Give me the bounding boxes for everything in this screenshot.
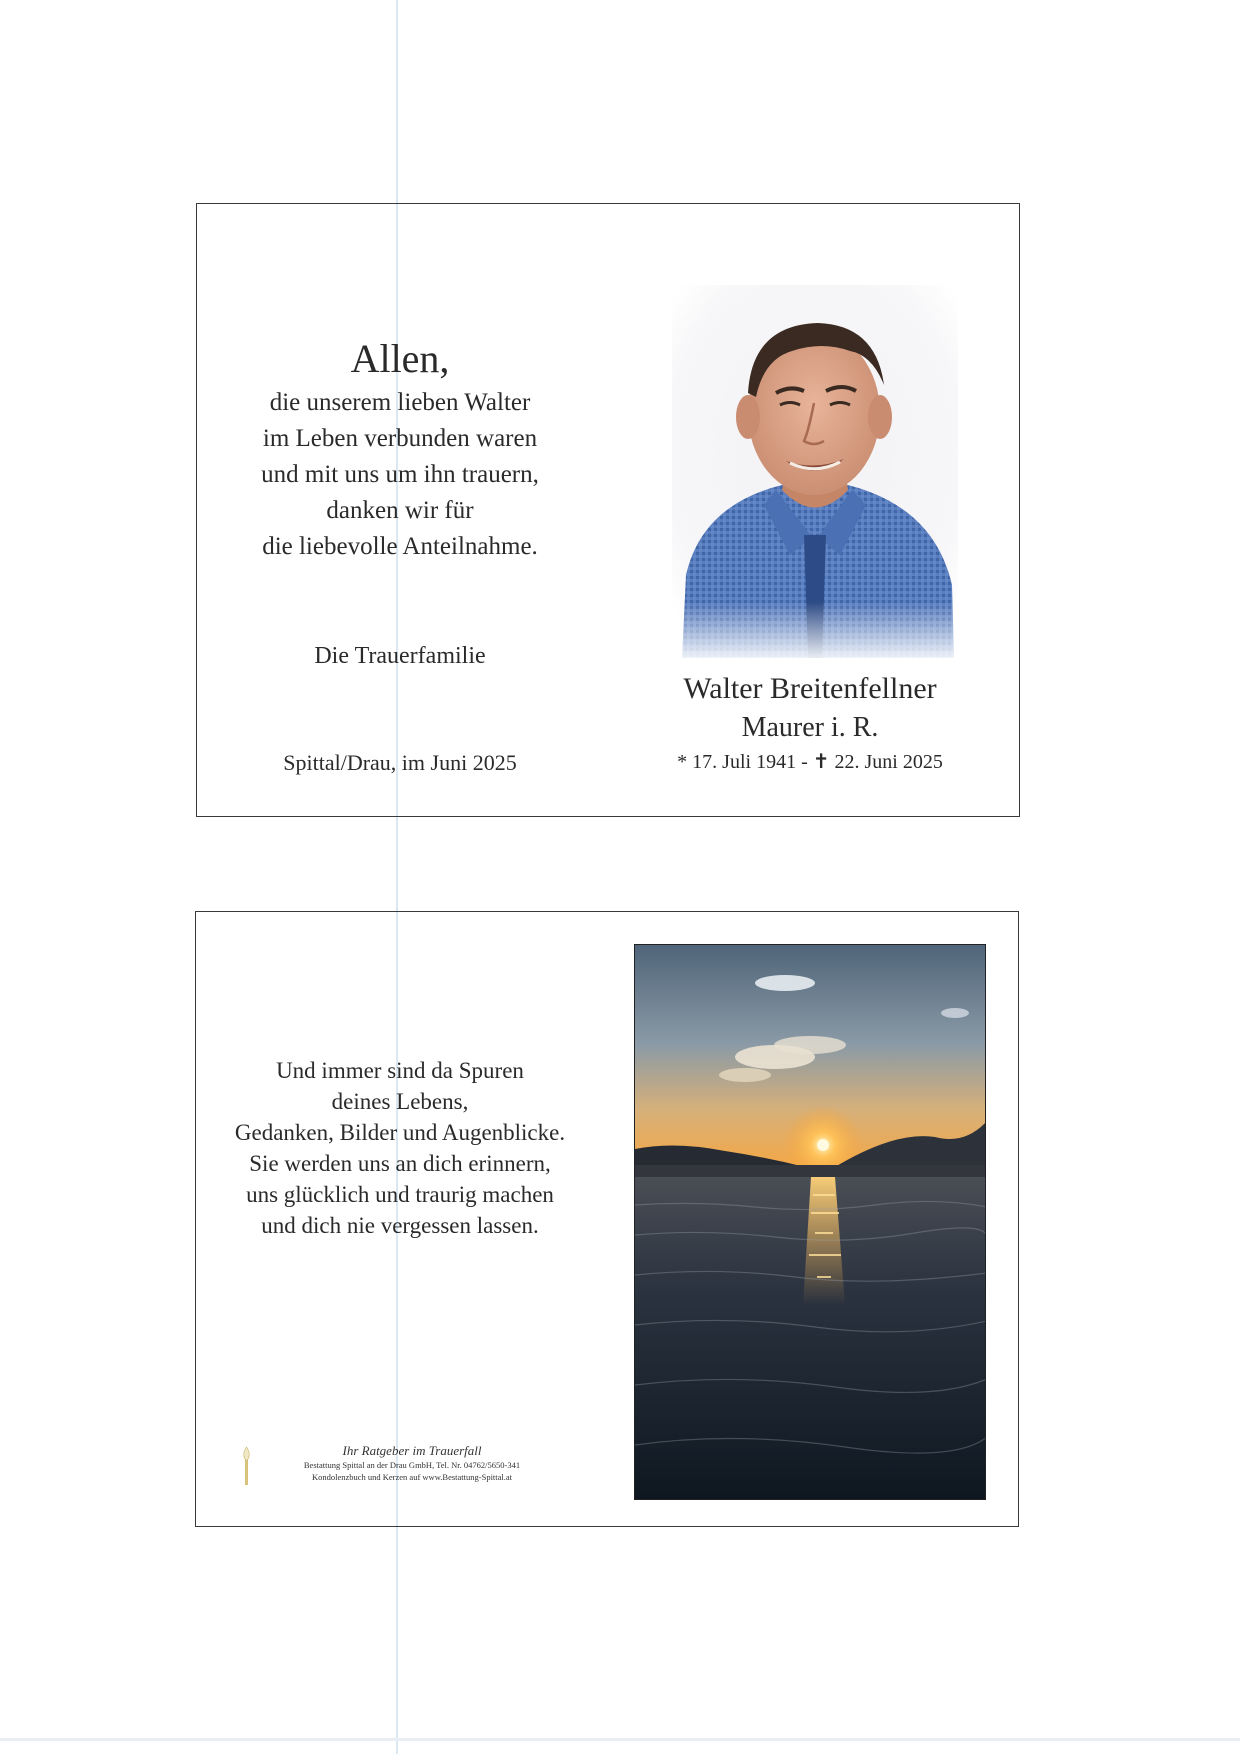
funeral-home-footer bbox=[240, 1443, 560, 1493]
life-dates: * 17. Juli 1941 - ✝ 22. Juni 2025 bbox=[677, 751, 943, 773]
thanks-line: die liebevolle Anteilnahme. bbox=[262, 533, 538, 560]
deceased-name: Walter Breitenfellner bbox=[683, 672, 937, 705]
scan-bottom-edge bbox=[0, 1738, 1240, 1741]
candle-lily-icon bbox=[240, 1445, 254, 1485]
poem-line: uns glücklich und traurig machen bbox=[246, 1182, 554, 1207]
thanks-line: die unserem lieben Walter bbox=[269, 389, 531, 416]
footer-contact: Bestattung Spittal an der Drau GmbH, Tel. Nr. 04762/5650-341 bbox=[303, 1460, 521, 1470]
poem-line: Und immer sind da Spuren bbox=[276, 1058, 524, 1083]
place-date: Spittal/Drau, im Juni 2025 bbox=[283, 750, 517, 775]
poem-line: deines Lebens, bbox=[331, 1089, 469, 1114]
thanks-text bbox=[200, 385, 600, 565]
poem bbox=[200, 1055, 600, 1241]
card-heading: Allen, bbox=[350, 336, 450, 381]
thanks-line: im Leben verbunden waren bbox=[262, 425, 538, 452]
thanks-line: danken wir für bbox=[326, 497, 474, 524]
family-signature: Die Trauerfamilie bbox=[314, 643, 486, 669]
thanks-line: und mit uns um ihn trauern, bbox=[261, 461, 539, 488]
footer-tagline: Ihr Ratgeber im Trauerfall bbox=[342, 1443, 482, 1458]
poem-line: Gedanken, Bilder und Augenblicke. bbox=[234, 1120, 566, 1145]
poem-line: und dich nie vergessen lassen. bbox=[261, 1213, 539, 1238]
portrait-photo bbox=[672, 285, 958, 658]
footer-text bbox=[262, 1443, 562, 1483]
deceased-profession: Maurer i. R. bbox=[741, 712, 879, 743]
poem-line: Sie werden uns an dich erinnern, bbox=[249, 1151, 551, 1176]
footer-website: Kondolenzbuch und Kerzen auf www.Bestattung-Spittal.at bbox=[311, 1472, 513, 1482]
sunset-lake-photo bbox=[634, 944, 986, 1500]
